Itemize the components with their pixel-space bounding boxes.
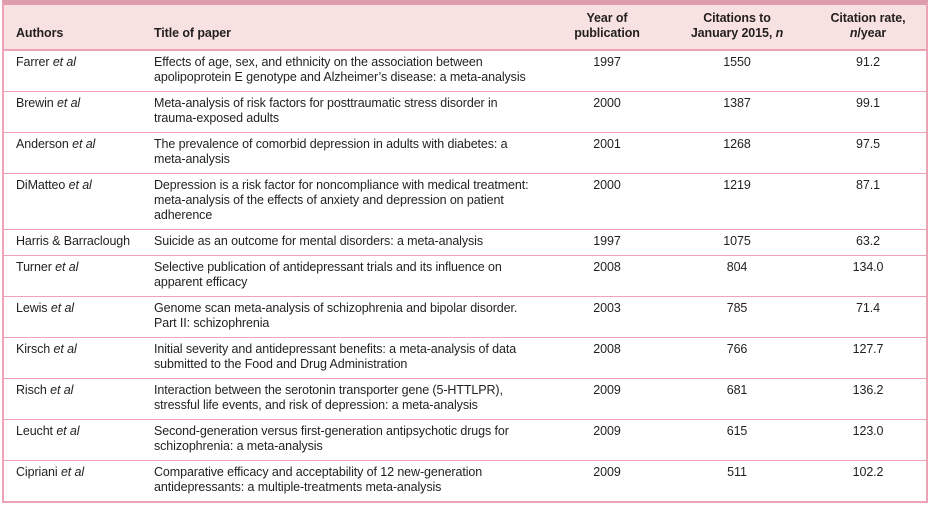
rate-cell: 102.2: [814, 461, 926, 502]
citations-cell: 1219: [664, 174, 814, 230]
authors-cell: [4, 461, 154, 502]
citations-table-container: [2, 0, 928, 503]
author-name: Cipriani: [16, 465, 61, 479]
authors-cell: [4, 174, 154, 230]
year-cell: 2009: [554, 461, 664, 502]
title-cell: Suicide as an outcome for mental disorders: a meta-analysis: [154, 230, 554, 256]
authors-cell: [4, 133, 154, 174]
author-etal: et al: [55, 260, 79, 274]
citations-cell: 1268: [664, 133, 814, 174]
rate-cell: 87.1: [814, 174, 926, 230]
header-authors: Authors: [4, 5, 154, 50]
author-etal: et al: [56, 96, 81, 110]
year-cell: 2000: [554, 174, 664, 230]
title-cell: Initial severity and antidepressant benefits: a meta-analysis of data submitted to the Food and Drug Administration: [154, 338, 554, 379]
year-cell: 2008: [554, 256, 664, 297]
header-year-line2: publication: [574, 26, 640, 40]
authors-cell: [4, 297, 154, 338]
header-row: [4, 5, 926, 50]
citations-cell: 1075: [664, 230, 814, 256]
authors-cell: [4, 338, 154, 379]
author-name: Leucht: [16, 424, 57, 438]
header-year-of-publication: [554, 5, 664, 50]
title-cell: Interaction between the serotonin transporter gene (5-HTTLPR), stressful life events, and risk of depression: a meta-analysis: [154, 379, 554, 420]
header-citations-line2: January 2015,: [690, 26, 776, 40]
authors-cell: [4, 379, 154, 420]
citations-cell: 1550: [723, 55, 751, 69]
author-etal: et al: [50, 383, 74, 397]
author-etal: et al: [50, 301, 74, 315]
author-name: Harris & Barraclough: [16, 234, 131, 248]
table-row: [4, 420, 926, 461]
author-name: Lewis: [16, 301, 51, 315]
table-body: [4, 50, 926, 501]
header-year-line1: Year of: [586, 11, 628, 25]
citations-cell: 785: [664, 297, 814, 338]
year-cell: 2008: [554, 338, 664, 379]
table-row: [4, 338, 926, 379]
rate-cell: 136.2: [814, 379, 926, 420]
year-cell: 1997: [593, 55, 621, 69]
rate-cell: 99.1: [814, 92, 926, 133]
author-name: Anderson: [16, 137, 73, 151]
table-row: [4, 256, 926, 297]
author-name: Farrer: [16, 55, 53, 69]
rate-cell: 123.0: [814, 420, 926, 461]
table-header: [4, 5, 926, 50]
table-row: [4, 133, 926, 174]
header-title-of-paper: Title of paper: [154, 5, 554, 50]
authors-cell: [4, 420, 154, 461]
author-etal: et al: [56, 424, 80, 438]
table-row: [4, 461, 926, 502]
header-citations: [664, 5, 814, 50]
author-etal: et al: [53, 342, 77, 356]
authors-cell: [4, 256, 154, 297]
table-row: [4, 92, 926, 133]
author-name: Risch: [16, 383, 51, 397]
author-etal: et al: [68, 178, 92, 192]
year-cell: 2009: [554, 420, 664, 461]
title-cell: Meta-analysis of risk factors for posttraumatic stress disorder in trauma-exposed adults: [154, 92, 554, 133]
authors-cell: [4, 230, 154, 256]
year-cell: 2000: [554, 92, 664, 133]
table-row: [4, 297, 926, 338]
year-cell: 2003: [554, 297, 664, 338]
author-name: Brewin: [16, 96, 57, 110]
rate-cell: 63.2: [814, 230, 926, 256]
author-name: Turner: [16, 260, 56, 274]
title-cell: Second-generation versus first-generation antipsychotic drugs for schizophrenia: a meta-analysis: [154, 420, 554, 461]
header-rate-line2: /year: [857, 26, 887, 40]
year-cell: 1997: [554, 230, 664, 256]
title-cell: Effects of age, sex, and ethnicity on the association between apolipoprotein E genotype and Alzheimer’s disease: a meta-analysis: [154, 55, 526, 84]
rate-cell: 91.2: [856, 55, 880, 69]
citations-cell: 804: [664, 256, 814, 297]
header-citation-rate: [814, 5, 926, 50]
title-cell: The prevalence of comorbid depression in adults with diabetes: a meta-analysis: [154, 133, 554, 174]
header-citations-line1: Citations to: [703, 11, 771, 25]
rate-cell: 134.0: [814, 256, 926, 297]
citations-cell: 681: [664, 379, 814, 420]
author-name: DiMatteo: [16, 178, 69, 192]
header-rate-line1: Citation rate,: [830, 11, 906, 25]
authors-cell: [4, 92, 154, 133]
author-etal: et al: [60, 465, 85, 479]
title-cell: Genome scan meta-analysis of schizophrenia and bipolar disorder. Part II: schizophrenia: [154, 297, 554, 338]
rate-cell: 71.4: [814, 297, 926, 338]
header-citations-n-italic: n: [775, 26, 784, 40]
table-row: [4, 50, 926, 92]
rate-cell: 97.5: [814, 133, 926, 174]
citations-cell: 615: [664, 420, 814, 461]
year-cell: 2001: [554, 133, 664, 174]
title-cell: Comparative efficacy and acceptability of 12 new-generation antidepressants: a multiple-treatments meta-analysis: [154, 461, 554, 502]
citations-cell: 511: [664, 461, 814, 502]
citations-cell: 766: [664, 338, 814, 379]
author-etal: et al: [52, 55, 76, 69]
citations-table: [4, 5, 926, 501]
header-rate-n-italic: n: [849, 26, 858, 40]
rate-cell: 127.7: [814, 338, 926, 379]
table-row: [4, 379, 926, 420]
title-cell: Selective publication of antidepressant trials and its influence on apparent efficacy: [154, 256, 554, 297]
title-cell: Depression is a risk factor for noncompliance with medical treatment: meta-analysis of the effects of anxiety and depression on patient adherence: [154, 174, 554, 230]
author-etal: et al: [72, 137, 96, 151]
authors-cell: [4, 50, 154, 92]
year-cell: 2009: [554, 379, 664, 420]
citations-cell: 1387: [664, 92, 814, 133]
table-row: [4, 230, 926, 256]
author-name: Kirsch: [16, 342, 54, 356]
table-row: [4, 174, 926, 230]
